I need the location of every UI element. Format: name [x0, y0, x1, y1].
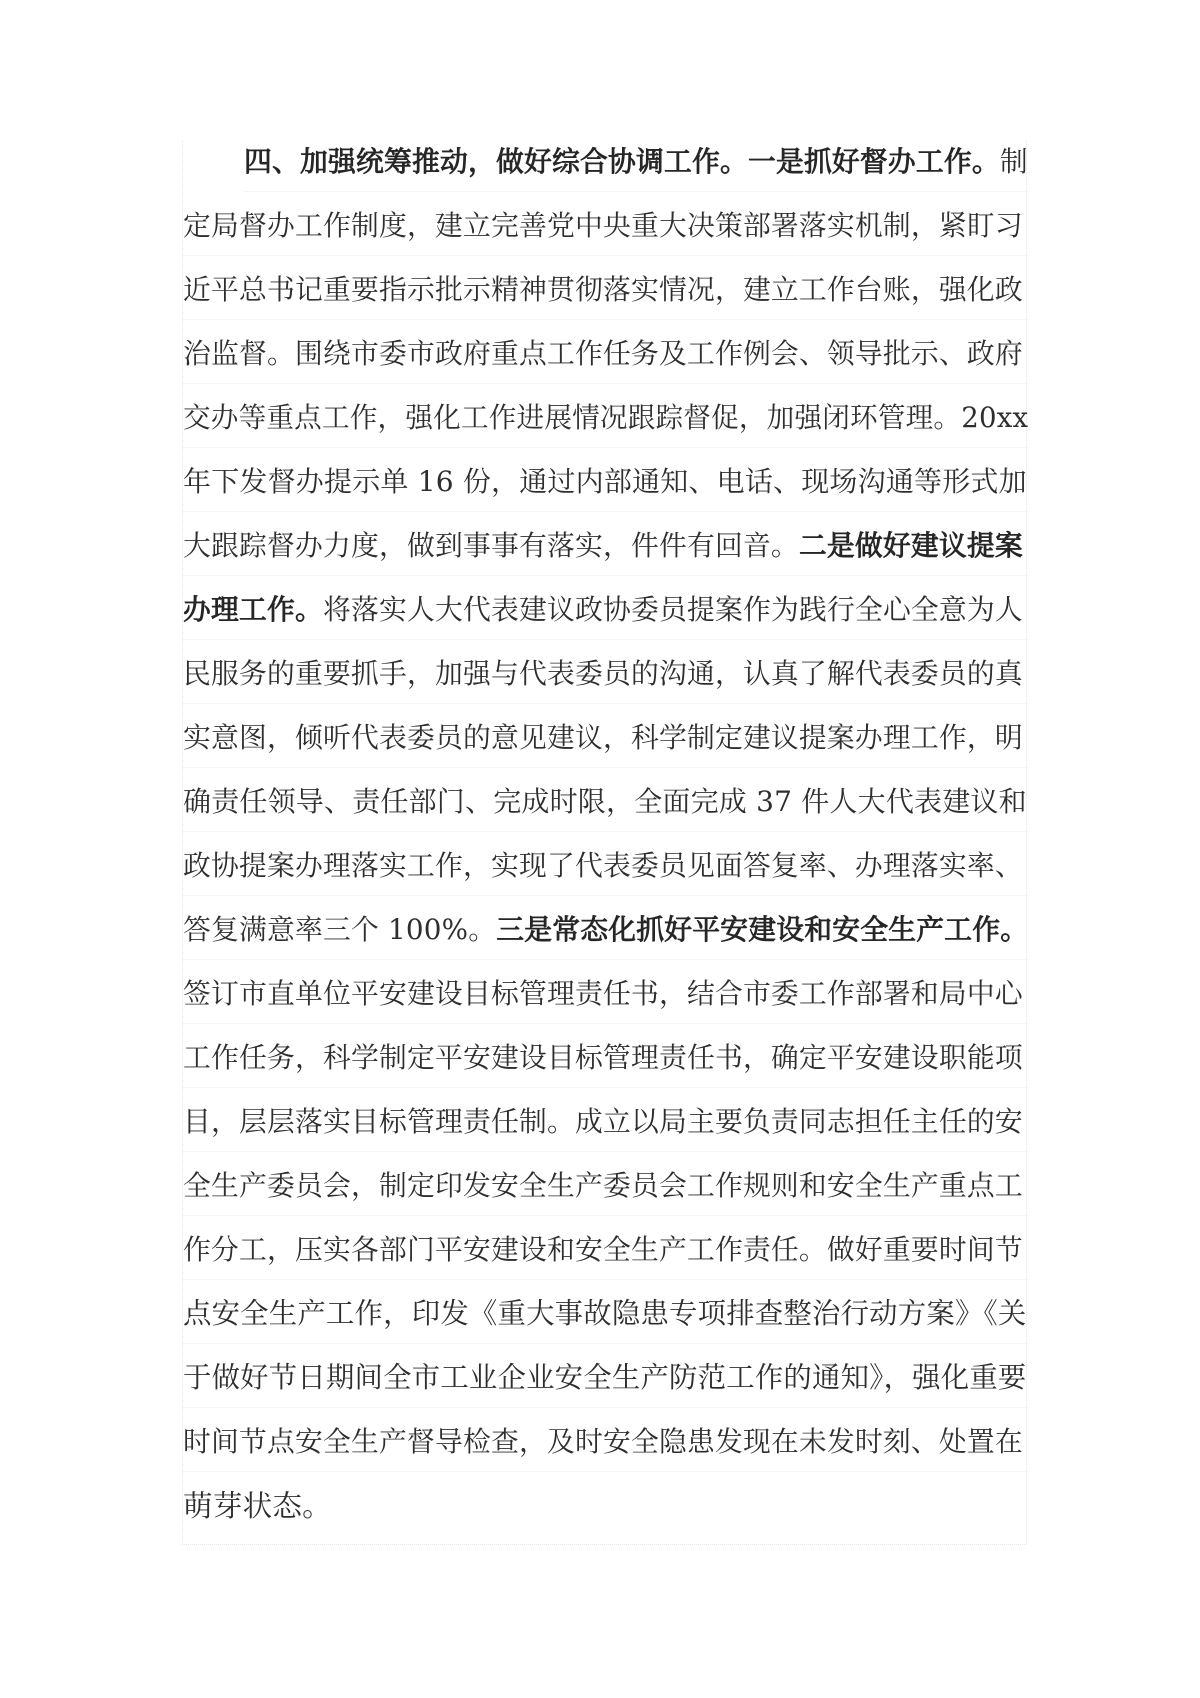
- text-line: [183, 1092, 1028, 1152]
- text-line: [183, 516, 1028, 576]
- subheading-run: 二是做好建议提案: [798, 529, 1023, 562]
- text-run: 近平总书记重要指示批示精神贯彻落实情况，建立工作台账，强化政: [183, 273, 1023, 306]
- subheading-run: 三是常态化抓好平安建设和安全生产工作。: [496, 913, 1029, 946]
- text-run: 萌芽状态。: [183, 1489, 332, 1523]
- text-run: 工作任务，科学制定平安建设目标管理责任书，确定平安建设职能项: [183, 1041, 1023, 1074]
- text-run: 大跟踪督办力度，做到事事有落实，件件有回音。: [183, 529, 799, 562]
- text-run: 定局督办工作制度，建立完善党中央重大决策部署落实机制，紧盯习: [183, 209, 1023, 242]
- text-run: 交办等重点工作，强化工作进展情况跟踪督促，加强闭环管理。20xx: [183, 401, 1029, 434]
- text-line: [183, 964, 1028, 1024]
- text-run: 答复满意率三个 100%。: [183, 913, 497, 946]
- text-line: [183, 900, 1028, 960]
- text-run: 治监督。围绕市委市政府重点工作任务及工作例会、领导批示、政府: [183, 337, 1023, 370]
- text-line: [183, 836, 1028, 896]
- text-run: 实意图，倾听代表委员的意见建议，科学制定建议提案办理工作，明: [183, 721, 1023, 754]
- text-run: 民服务的重要抓手，加强与代表委员的沟通，认真了解代表委员的真: [183, 657, 1023, 690]
- text-run: 确责任领导、责任部门、完成时限，全面完成 37 件人大代表建议和: [183, 785, 1027, 818]
- text-line: [183, 452, 1028, 512]
- text-line: [183, 1348, 1028, 1408]
- text-run: 政协提案办理落实工作，实现了代表委员见面答复率、办理落实率、: [183, 849, 1023, 882]
- text-line: [183, 196, 1028, 256]
- text-line: [183, 1284, 1028, 1344]
- text-line: [183, 1220, 1028, 1280]
- text-run: 目，层层落实目标管理责任制。成立以局主要负责同志担任主任的安: [183, 1105, 1023, 1138]
- text-line: [183, 260, 1028, 320]
- text-run: 签订市直单位平安建设目标管理责任书，结合市委工作部署和局中心: [183, 977, 1023, 1010]
- text-run: 年下发督办提示单 16 份，通过内部通知、电话、现场沟通等形式加: [183, 465, 1027, 498]
- text-line: [183, 1476, 1028, 1536]
- text-run: 点安全生产工作，印发《重大事故隐患专项排查整治行动方案》《关: [183, 1297, 1027, 1330]
- text-line: [183, 580, 1028, 640]
- subheading-run: 办理工作。: [183, 593, 323, 626]
- text-run: 制: [999, 145, 1028, 178]
- text-line: [244, 132, 1028, 192]
- text-line: [183, 388, 1028, 448]
- text-line: [183, 708, 1028, 768]
- text-line: [183, 1412, 1028, 1472]
- text-line: [183, 1156, 1028, 1216]
- text-line: [183, 324, 1028, 384]
- text-run: 将落实人大代表建议政协委员提案作为践行全心全意为人: [323, 593, 1023, 626]
- text-run: 全生产委员会，制定印发安全生产委员会工作规则和安全生产重点工: [183, 1169, 1023, 1202]
- section-heading: 四、加强统筹推动，做好综合协调工作。一是抓好督办工作。: [244, 145, 1000, 178]
- text-line: [183, 644, 1028, 704]
- text-run: 于做好节日期间全市工业企业安全生产防范工作的通知》，强化重要: [183, 1361, 1027, 1394]
- text-run: 作分工，压实各部门平安建设和安全生产工作责任。做好重要时间节: [183, 1233, 1023, 1266]
- text-line: [183, 1028, 1028, 1088]
- text-line: [183, 772, 1028, 832]
- text-run: 时间节点安全生产督导检查，及时安全隐患发现在未发时刻、处置在: [183, 1425, 1023, 1458]
